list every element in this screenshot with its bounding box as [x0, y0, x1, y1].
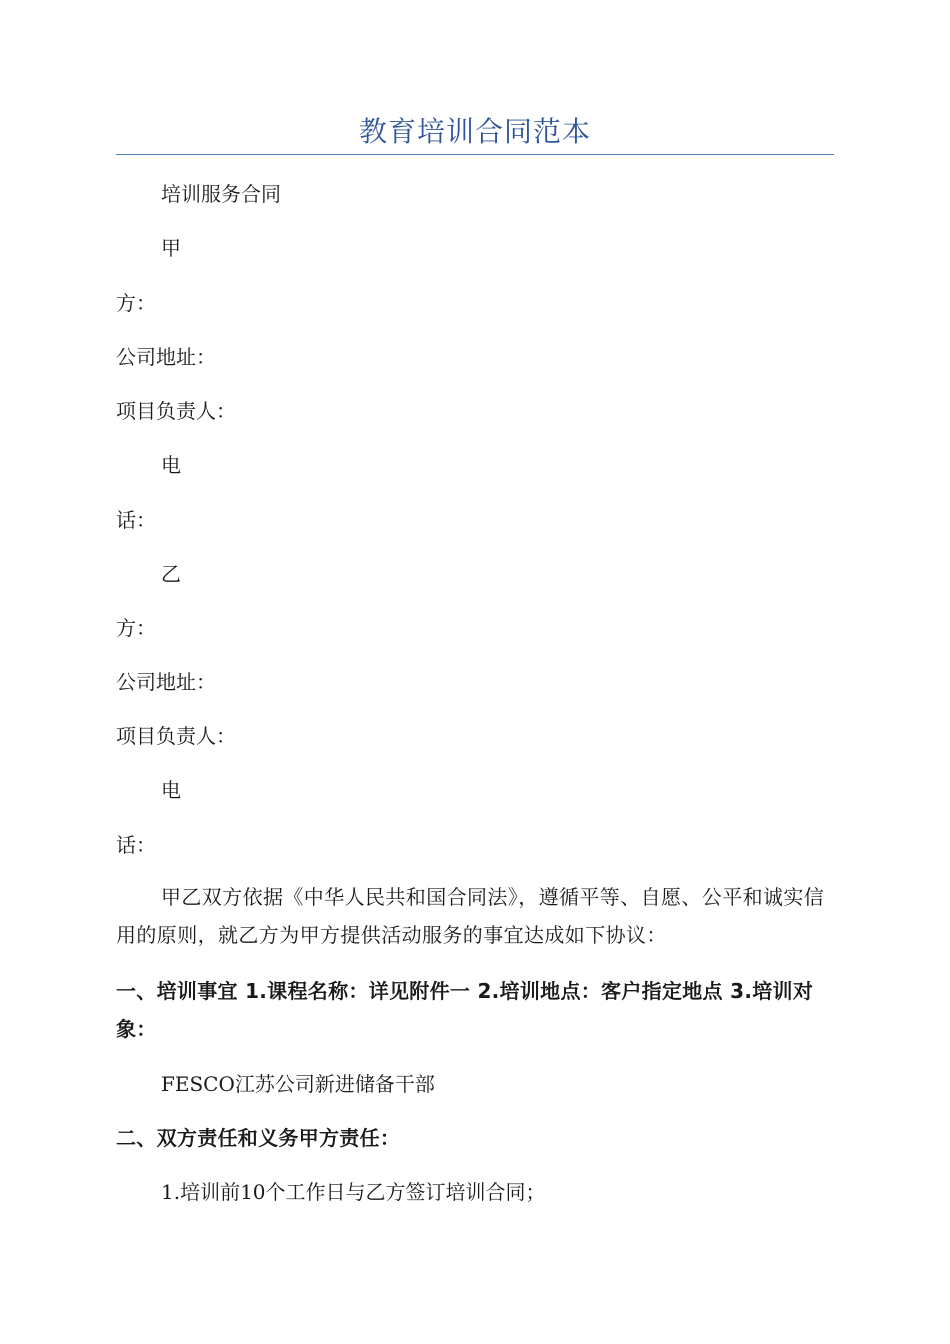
party-a-phone-1: 电: [161, 453, 181, 477]
party-b-phone-2: 话：: [116, 833, 156, 857]
section-2-item-1: 1.培训前10个工作日与乙方签订培训合同；: [161, 1180, 546, 1204]
party-a-label-1: 甲: [161, 236, 181, 260]
section-1-text: FESCO江苏公司新进储备干部: [161, 1072, 435, 1096]
party-b-manager: 项目负责人：: [116, 724, 236, 748]
party-b-label-2: 方：: [116, 616, 156, 640]
party-b-phone-1: 电: [161, 778, 181, 802]
section-2-heading: 二、双方责任和义务甲方责任：: [116, 1126, 401, 1150]
contract-subtitle: 培训服务合同: [161, 182, 281, 206]
party-b-address: 公司地址：: [116, 670, 216, 694]
party-a-label-2: 方：: [116, 291, 156, 315]
party-a-address: 公司地址：: [116, 345, 216, 369]
party-a-manager: 项目负责人：: [116, 399, 236, 423]
intro-paragraph: 甲乙双方依据《中华人民共和国合同法》，遵循平等、自愿、公平和诚实信用的原则，就乙方为甲方提供活动服务的事宜达成如下协议：: [116, 885, 825, 947]
section-1-heading: 一、培训事宜 1.课程名称：详见附件一 2.培训地点：客户指定地点 3.培训对象：: [116, 979, 814, 1041]
party-a-phone-2: 话：: [116, 508, 156, 532]
party-b-label-1: 乙: [161, 562, 181, 586]
title-underline: [116, 154, 834, 155]
document-title: 教育培训合同范本: [358, 115, 591, 148]
